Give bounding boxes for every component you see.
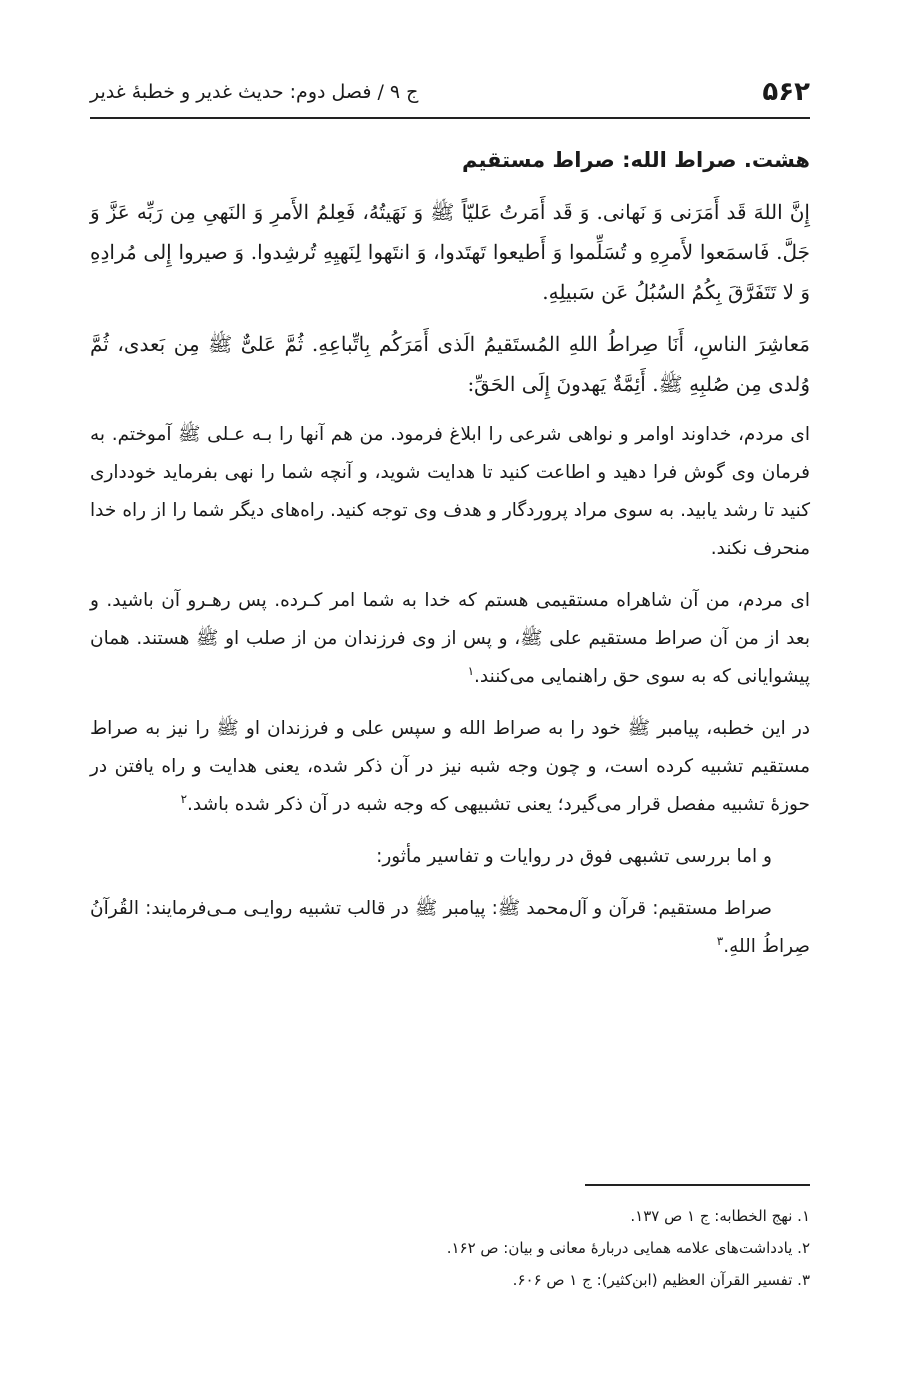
commentary-paragraph <box>90 890 810 966</box>
commentary-paragraph: و اما بررسی تشبهی فوق در روایات و تفاسیر مأثور: <box>376 846 772 867</box>
page-header <box>90 72 810 112</box>
translation-paragraph: ای مردم، خداوند اوامر و نواهی شرعی را ابلاغ فرمود. من هم آنها را بـه عـلی ﷺ آموختم. به فرمان وی گوش فرا دهید و اطاعت کنید تا هدایت شوید، و آنچه شما را نهی بفرماید خودداری کنید تا رشد یابید. به سوی مراد پروردگار و هدف وی توجه کنید. راه‌های دیگر شما را از راه خدا منحرف نکند. <box>90 424 810 559</box>
footnote: ۱. نهج الخطابه: ج ۱ ص ۱۳۷. <box>630 1207 810 1225</box>
section-title: هشت. صراط الله: صراط مستقیم <box>462 148 810 172</box>
footnote: ۳. تفسیر القرآن العظیم (ابن‌کثیر): ج ۱ ص ۶۰۶. <box>512 1271 810 1289</box>
footnotes <box>90 1200 810 1296</box>
footnote-ref[interactable]: ۲ <box>180 791 188 806</box>
translation-paragraph <box>90 582 810 696</box>
paragraph-text: صراط مستقیم: قرآن و آل‌محمد ﷺ: پیامبر ﷺ در قالب تشبیه روایـی مـی‌فرمایند: القُرآنُ صِراطُ اللهِ. <box>90 898 810 957</box>
header-divider <box>90 117 810 119</box>
running-title: ج ۹ / فصل دوم: حدیث غدیر و خطبهٔ غدیر <box>90 81 419 103</box>
page-number: ۵۶۲ <box>762 77 810 107</box>
footnote-ref[interactable]: ۱ <box>467 663 475 678</box>
footnote-divider <box>585 1184 810 1186</box>
book-page <box>90 0 810 1390</box>
footnote-ref[interactable]: ۳ <box>716 933 724 948</box>
page-body <box>90 140 810 980</box>
paragraph-text: ای مردم، من آن شاهراه مستقیمی هستم که خدا به شما امر کـرده. پس رهـرو آن باشید. و بعد از من آن صراط مستقیم علی ﷺ، و پس از وی فرزندان من از صلب او ﷺ هستند. همان پیشوایانی که به سوی حق راهنمایی می‌کنند. <box>90 590 810 687</box>
paragraph-text: در این خطبه، پیامبر ﷺ خود را به صراط الله و سپس علی و فرزندان او ﷺ را نیز به صراط مستقیم تشبیه کرده است، و چون وجه شبه نیز در آن ذکر شده، یعنی هدایت و راه یافتن در حوزهٔ تشبیه مفصل قرار می‌گیرد؛ یعنی تشبیهی که وجه شبه در آن ذکر شده باشد. <box>90 718 810 815</box>
arabic-quote-paragraph: مَعاشِرَ الناسِ، أَنَا صِراطُ اللهِ المُستَقیمُ الَذی أَمَرَکُم بِاتِّباعِهِ. ثُمَّ عَلیٌّ ﷺ مِن بَعدی، ثُمَّ وُلدی مِن صُلبِهِ ﷺ. أَئِمَّةٌ یَهدونَ إِلَی الحَقِّ: <box>90 332 810 396</box>
commentary-paragraph <box>90 710 810 824</box>
arabic-quote-paragraph: إِنَّ اللهَ قَد أَمَرَنی وَ نَهانی. وَ قَد أَمَرتُ عَلیّاً ﷺ وَ نَهَیتُهُ، فَعِلمُ الأَمرِ وَ النَهیِ مِن رَبِّه عَزَّ وَ جَلَّ. فَاسمَعوا لأَمرِهِ و تُسَلِّموا وَ أَطیعوا تَهتَدوا، وَ انتَهوا لِنَهیِهِ تُرشِدوا. وَ صیروا إِلی مُرادِهِ وَ لا تَتَفَرَّقَ بِکُمُ السُبُلُ عَن سَبیلِهِ. <box>90 200 810 304</box>
footnote: ۲. یادداشت‌های علامه همایی دربارهٔ معانی و بیان: ص ۱۶۲. <box>446 1239 810 1257</box>
